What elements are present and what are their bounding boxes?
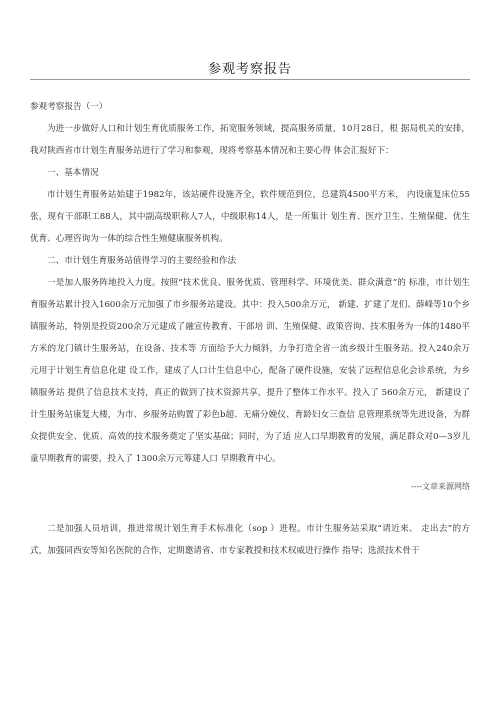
section-heading-experience: 二、市计划生育服务站值得学习的主要经验和作法 bbox=[47, 256, 237, 266]
title-divider bbox=[30, 79, 470, 80]
section-heading-basic: 一、基本情况 bbox=[47, 168, 99, 178]
source-note: ----文章来源网络 bbox=[411, 482, 470, 491]
spacer bbox=[30, 508, 470, 518]
paragraph-basic-info: 市计划生育服务站始建于1982年，该站硬件设施齐全，软件规范到位，总建筑4500平方米， 内设康复床位55张，现有干部职工88人，其中副高级职称人7人，中级职称14人，是一所集计 划生育、医疗卫生、生殖保健、优生优育、心理咨询为一体的综合性生殖健康服务机构。 bbox=[30, 190, 470, 244]
paragraph-training: 二是加强人员培训，推进常规计划生育手术标准化（sop ）进程。市计生服务站采取“请近来、 走出去”的方式，加强同西安等知名医院的合作，定期邀请省、市专家教授和技术权威进行操作 指导；选派技术骨干 bbox=[30, 524, 470, 556]
document-body bbox=[30, 96, 470, 562]
paragraph-intro: 为进一步做好人口和计划生育优质服务工作，拓宽服务领域，提高服务质量，10月28日，根 据局机关的安排，我对陕西省市计划生育服务站进行了学习和参观，现将考察基本情况和主要心得 体会汇报好下： bbox=[30, 124, 470, 156]
document-subtitle: 参观考察报告（一） bbox=[30, 102, 108, 112]
paragraph-investment: 一是加人服务阵地投入力度。按照“技术优良、服务优质、管理科学、环境优美、群众满意”的 标准，市计划生育服务站累计投入1600余万元加强了市乡服务站建设。其中：投入500余万元， 新建、扩建了龙们、薛峰等10个乡镇服务站，特别是投资200余万元建成了融宣传教育、干部培 训、生殖保健、政策咨询、技术服务为一体的1480平方米的龙门镇计生服务站，在设备、技术等 方面给予大力倾斜，力争打造全省一流乡级计生服务站。投入240余万元用于计划生育信息化建 设工作，建成了人口计生信息中心，配备了硬件设施，安装了远程信息化会诊系统，为乡镇服务站 提供了信息技术支持，真正的做到了技术资源共享，提升了整体工作水平。投入了 560余万元， 新建设了计生服务站康复大楼，为市、乡服务站购置了彩色b超、无痛分娩仪、育龄妇女三查信 息管理系统等先进设备，为群众提供安全、优质、高效的技术服务奠定了坚实基础；同时，为了适 应人口早期教育的发展，满足群众对0—3岁儿童早期教育的需要，投入了 1300余万元筹建人口 早期教育中心。 bbox=[30, 278, 470, 464]
document-title: 参观考察报告 bbox=[207, 62, 292, 77]
